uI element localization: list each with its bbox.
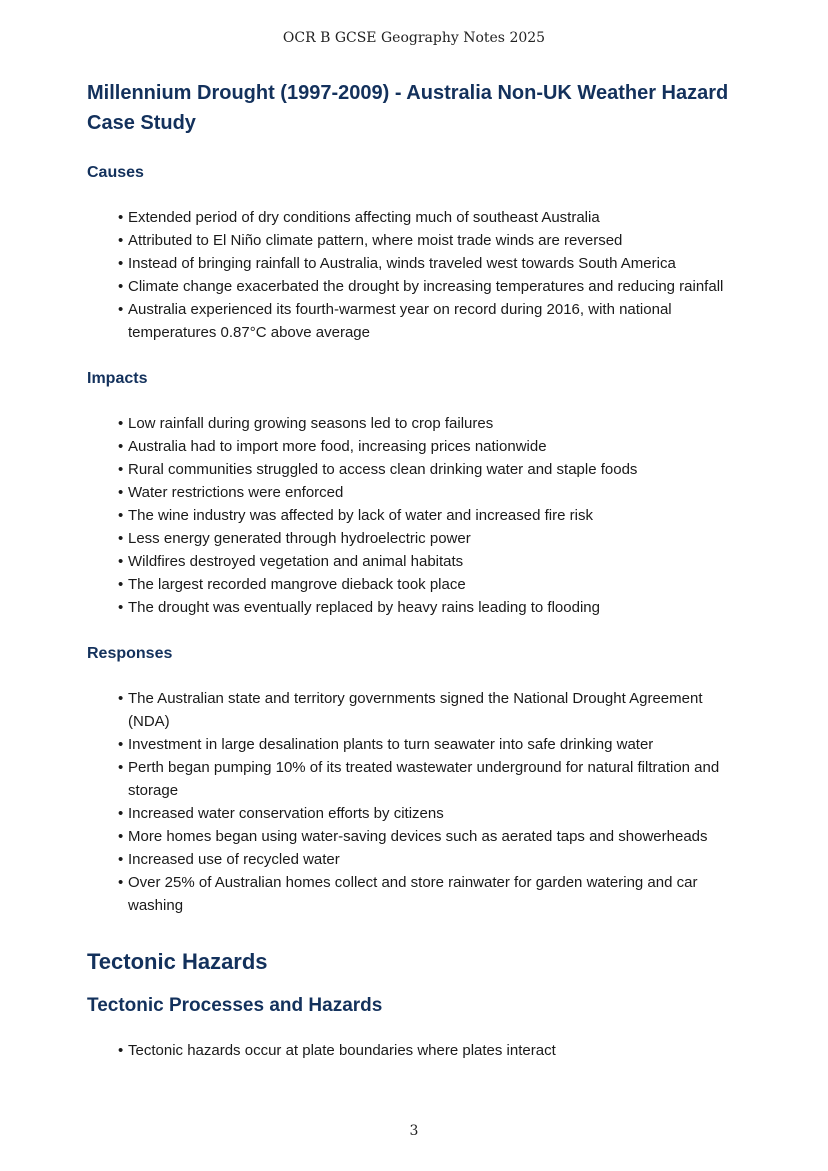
page-content	[87, 78, 747, 1086]
responses-list	[87, 687, 747, 917]
list-item: • Increased water conservation efforts by citizens	[118, 802, 747, 825]
impacts-heading: Impacts	[87, 370, 148, 387]
list-item: • Increased use of recycled water	[118, 848, 747, 871]
causes-heading: Causes	[87, 164, 144, 181]
running-header: OCR B GCSE Geography Notes 2025	[282, 30, 546, 46]
tectonic-processes-list	[87, 1039, 747, 1062]
list-item: • The drought was eventually replaced by heavy rains leading to flooding	[118, 596, 747, 619]
list-item: • Less energy generated through hydroelectric power	[118, 527, 747, 550]
tectonic-hazards-heading: Tectonic Hazards	[87, 949, 268, 974]
list-item: • Attributed to El Niño climate pattern, where moist trade winds are reversed	[118, 229, 747, 252]
list-item: • Investment in large desalination plants to turn seawater into safe drinking water	[118, 733, 747, 756]
list-item: • Australia experienced its fourth-warmest year on record during 2016, with national temperatures 0.87°C above average	[118, 298, 747, 344]
list-item: • Tectonic hazards occur at plate boundaries where plates interact	[118, 1039, 747, 1062]
causes-list	[87, 206, 747, 344]
impacts-list	[87, 412, 747, 619]
list-item: • Perth began pumping 10% of its treated wastewater underground for natural filtration and storage	[118, 756, 747, 802]
list-item: • Water restrictions were enforced	[118, 481, 747, 504]
list-item: • Climate change exacerbated the drought by increasing temperatures and reducing rainfall	[118, 275, 747, 298]
list-item: • The largest recorded mangrove dieback took place	[118, 573, 747, 596]
list-item: • Instead of bringing rainfall to Australia, winds traveled west towards South America	[118, 252, 747, 275]
tectonic-processes-heading: Tectonic Processes and Hazards	[87, 995, 383, 1016]
list-item: • Over 25% of Australian homes collect and store rainwater for garden watering and car washing	[118, 871, 747, 917]
list-item: • More homes began using water-saving devices such as aerated taps and showerheads	[118, 825, 747, 848]
list-item: • Rural communities struggled to access clean drinking water and staple foods	[118, 458, 747, 481]
responses-heading: Responses	[87, 645, 173, 662]
list-item: • Wildfires destroyed vegetation and animal habitats	[118, 550, 747, 573]
list-item: • Australia had to import more food, increasing prices nationwide	[118, 435, 747, 458]
case-study-title: Millennium Drought (1997-2009) - Australia Non-UK Weather Hazard Case Study	[87, 82, 729, 134]
list-item: • The Australian state and territory governments signed the National Drought Agreement (NDA)	[118, 687, 747, 733]
list-item: • Extended period of dry conditions affecting much of southeast Australia	[118, 206, 747, 229]
page-number: 3	[409, 1123, 419, 1139]
list-item: • Low rainfall during growing seasons led to crop failures	[118, 412, 747, 435]
list-item: • The wine industry was affected by lack of water and increased fire risk	[118, 504, 747, 527]
